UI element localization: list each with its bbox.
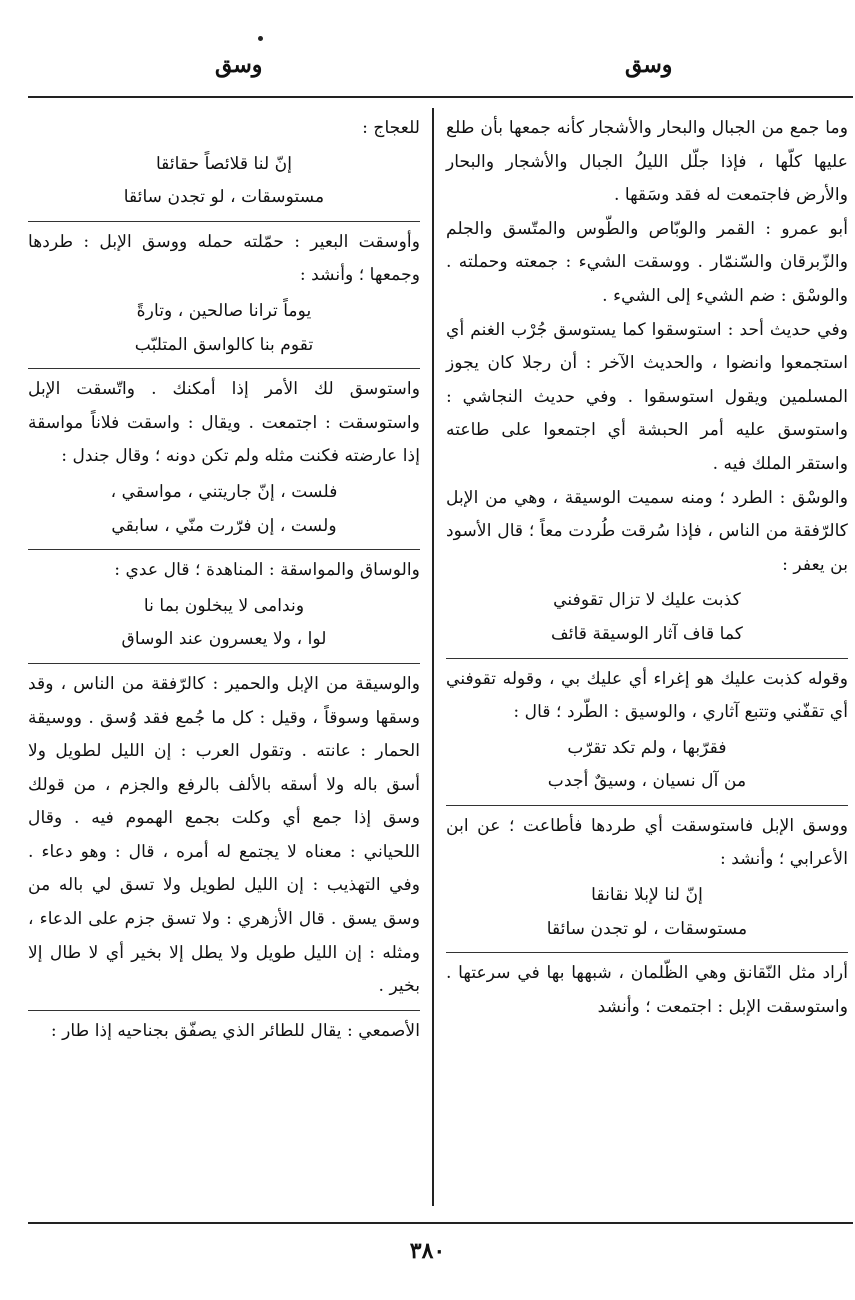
verse-line: تقوم بنا كالواسق المتلبّب [134,334,314,355]
verse-block [28,148,420,215]
verse-line: من آل نسيان ، وسيقٌ أجدب [547,771,747,792]
paragraph: والوسيقة من الإبل والحمير : كالرّفقة من الناس ، وقد وسقها وسوقاً ، وقيل : كل ما جُمع فقد وُسق . ووسيقة الحمار : عانته . وتقول العرب : إن الليل لطويل ولا أسق باله ولا أسقه بالألف بالرفع والجزم ، من قولك وسق إذا جمع أي وكلت بجمع الهموم فيه . وقال اللحياني : معناه لا يجتمع له أمره ، قال : وهو دعاء . وفي التهذيب : إن الليل لطويل ولا تسق لي باله من وسق يسق . قال الأزهري : ولا تسق جزم على الدعاء ، ومثله : إن الليل طويل ولا يطل إلا بخير أي لا طال إلا بخير . [28,673,420,997]
paragraph: وفي حديث أحد : استوسقوا كما يستوسق جُرْب الغنم أي استجمعوا وانضوا ، والحديث الآخر : أن رجلا كان يجوز المسلمين ويقول استوسقوا . وفي حديث النجاشي : واستوسق عليه أمر الحبشة أي اجتمعوا على طاعته واستقر الملك فيه . [446,319,848,474]
page-number: ٣٨٠ [409,1238,446,1264]
column-divider [432,108,434,1206]
verse-separator [28,368,420,369]
verse-line: كما قاف آثار الوسيقة قائف [551,623,743,644]
verse-line: إنّ لنا قلائصاً حقائقا [155,153,293,174]
verse-line: لوا ، ولا يعسرون عند الوساق [121,629,327,650]
top-rule [28,96,853,98]
left-column [28,112,420,1048]
verse-block [446,879,848,946]
verse-block [28,476,420,543]
paragraph: واستوسق لك الأمر إذا أمكنك . واتّسقت الإبل واستوسقت : اجتمعت . ويقال : واسقت فلاناً مواسقة إذا عارضته فكنت مثله ولم تكن دونه ؛ وقال جندل : [28,379,420,467]
verse-separator [446,805,848,806]
paragraph: أبو عمرو : القمر والوبّاص والطّوس والمتّسق والجلم والزّبرقان والسّنمّار . ووسقت الشيء : جمعته وحملته . والوسْق : ضم الشيء إلى الشيء . [446,218,848,306]
verse-line: مستوسقات ، لو تجدن سائقا [546,918,748,939]
verse-line: كذبت عليك لا تزال تقوفني [553,590,741,611]
right-column [446,112,848,1024]
paragraph: والوساق والمواسقة : المناهدة ؛ قال عدي : [114,560,420,581]
verse-block [446,584,848,651]
verse-line: يوماً ترانا صالحين ، وتارةً [136,300,312,321]
verse-block [446,732,848,799]
verse-block [28,590,420,657]
running-header-right: وسق [625,52,673,78]
paragraph: والوسْق : الطرد ؛ ومنه سميت الوسيقة ، وهي من الإبل كالرّفقة من الناس ، فإذا سُرقت طُردت معاً ؛ قال الأسود بن يعفر : [446,487,848,575]
paragraph: الأصمعي : يقال للطائر الذي يصفّق بجناحيه إذا طار : [50,1020,420,1041]
running-header-left: وسق [215,52,263,78]
verse-line: فقرّبها ، ولم تكد تقرّب [567,737,727,758]
ink-dot [258,36,263,41]
paragraph: ووسق الإبل فاستوسقت أي طردها فأطاعت ؛ عن ابن الأعرابي ؛ وأنشد : [446,815,848,870]
paragraph: أراد مثل النّقانق وهي الظّلمان ، شبهها بها في سرعتها . واستوسقت الإبل : اجتمعت ؛ وأنشد [446,963,848,1017]
paragraph: وأوسقت البعير : حمّلته حمله ووسق الإبل : طردها وجمعها ؛ وأنشد : [28,231,420,286]
bottom-rule [28,1222,853,1224]
verse-separator [446,658,848,659]
verse-line: ولست ، إن فرّرت منّي ، سابقي [111,515,337,536]
paragraph: وقوله كذبت عليك هو إغراء أي عليك بي ، وقوله تقوفني أي تقفّني وتتبع آثاري ، والوسيق : الطّرد ؛ قال : [446,668,848,723]
verse-line: وندامى لا يبخلون بما نا [143,595,305,616]
verse-separator [28,549,420,550]
verse-separator [28,663,420,664]
paragraph-separator [28,1010,420,1011]
verse-separator [446,952,848,953]
verse-line: فلست ، إنّ جاريتني ، مواسقي ، [110,481,338,502]
paragraph: للعجاج : [362,118,420,138]
verse-separator [28,221,420,222]
verse-line: إنّ لنا لإبلا نقانقا [591,885,703,906]
verse-block [28,295,420,362]
paragraph: وما جمع من الجبال والبحار والأشجار كأنه جمعها بأن طلع عليها كلّها ، فإذا جلّل الليلُ الجبال والأشجار والبحار والأرض فاجتمعت له فقد وسَقها . [446,118,848,206]
verse-line: مستوسقات ، لو تجدن سائقا [123,187,325,208]
